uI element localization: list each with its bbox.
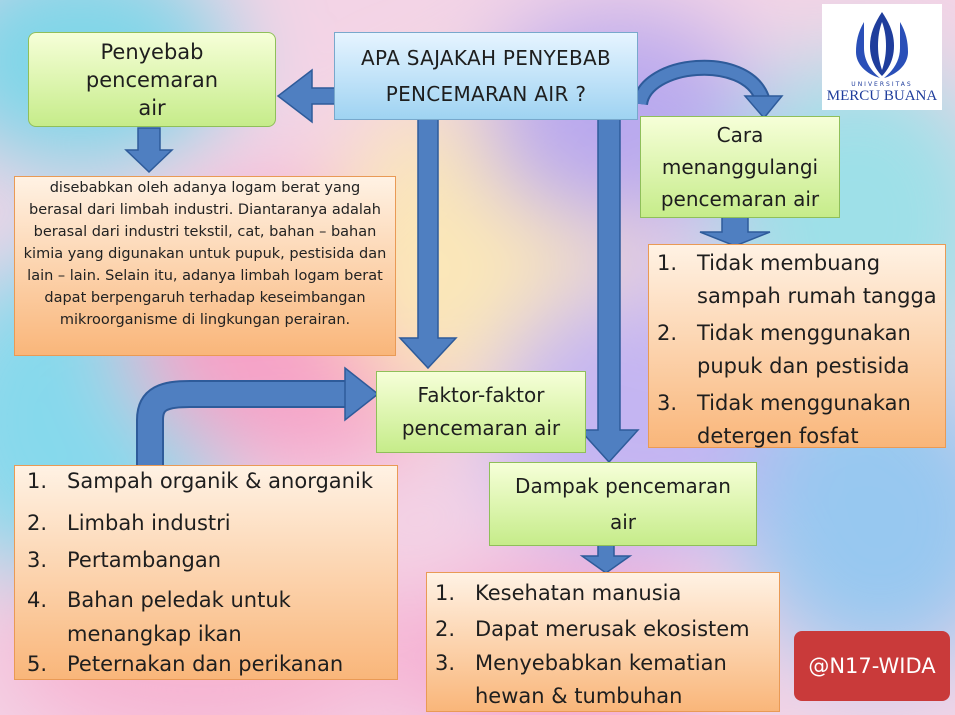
factors-list-box: [14, 465, 398, 680]
logo-small-text: UNIVERSITAS: [851, 81, 913, 88]
list-item: 3. Pertambangan: [27, 548, 222, 572]
prevention-list-box: [648, 244, 946, 448]
author-badge: [794, 631, 950, 701]
list-item: 2. Limbah industri: [27, 511, 231, 535]
list-item: 1. Sampah organik & anorganik: [27, 469, 373, 493]
question-box: [334, 32, 638, 120]
list-item: 3. Tidak menggunakan detergen fosfat: [657, 391, 911, 448]
factors-list: [27, 466, 387, 681]
list-item: 1. Kesehatan manusia: [435, 581, 682, 605]
cause-text-box: [14, 176, 396, 356]
list-item: 5. Peternakan dan perikanan: [27, 652, 344, 676]
logo-name: MERCU BUANA: [826, 88, 938, 104]
list-item: 2. Tidak menggunakan pupuk dan pestisida: [657, 321, 911, 378]
list-item: 2. Dapat merusak ekosistem: [435, 617, 750, 641]
university-logo: [822, 4, 942, 110]
impact-list-box: [426, 572, 780, 712]
impact-title-box: [489, 462, 757, 546]
university-emblem-icon: [822, 8, 942, 80]
impact-list: [435, 575, 773, 713]
list-item: 3. Menyebabkan kematian hewan & tumbuhan: [435, 651, 727, 708]
factors-title-box: [376, 371, 586, 453]
badge-text: @N17-WIDA: [808, 654, 936, 678]
list-item: 1. Tidak membuang sampah rumah tangga: [657, 251, 937, 308]
cause-text: disebabkan oleh adanya logam berat yang berasal dari limbah industri. Diantaranya adalah berasal dari industri tekstil, cat, bahan – bahan kimia yang digunakan untuk pupuk, pestisida dan lain – lain. Selain itu, adanya limbah logam berat dapat berpengaruh terhadap keseimbangan mikroorganisme di lingkungan perairan.: [23, 180, 387, 328]
impact-title: Dampak pencemaran air: [515, 474, 731, 534]
cause-title: Penyebab pencemaran air: [85, 39, 219, 120]
factors-title: Faktor-faktor pencemaran air: [401, 383, 561, 440]
cause-title-box: [28, 32, 276, 127]
question-text: APA SAJAKAH PENYEBAB PENCEMARAN AIR ?: [361, 46, 611, 106]
prevention-list: [657, 247, 939, 453]
prevention-title: Cara menanggulangi pencemaran air: [660, 123, 820, 211]
list-item: 4. Bahan peledak untuk menangkap ikan: [27, 588, 291, 646]
prevention-title-box: [640, 116, 840, 218]
